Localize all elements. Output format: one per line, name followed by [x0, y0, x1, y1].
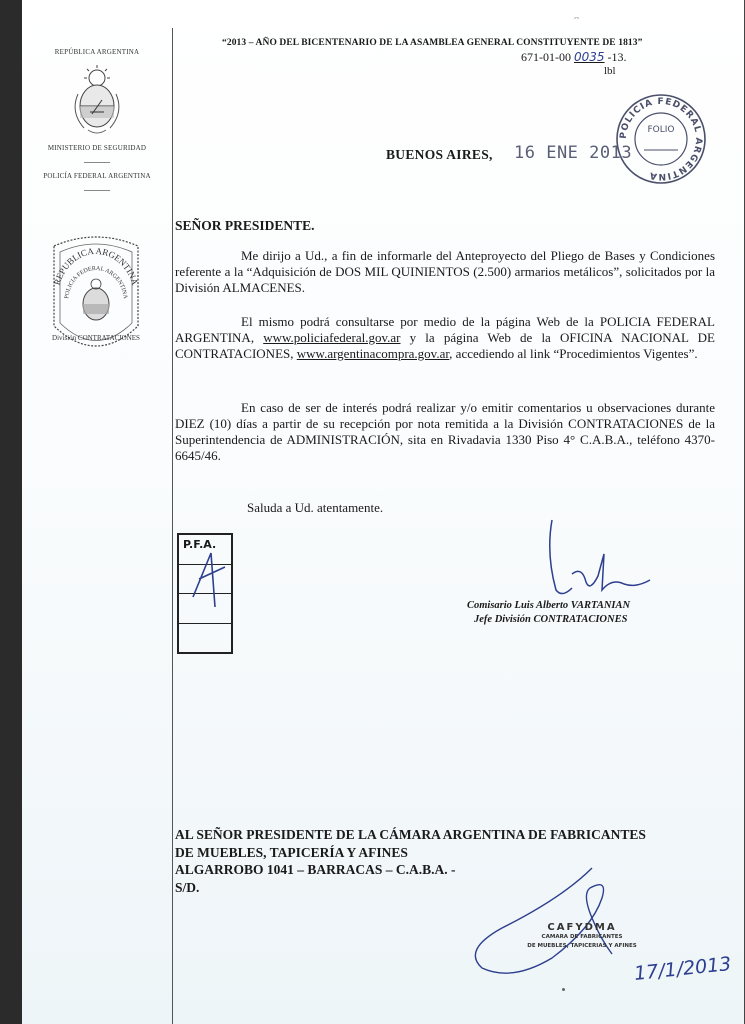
paragraph-2-part-c: , accediendo al link “Procedimientos Vigentes”. — [449, 346, 698, 361]
margin-divider — [172, 28, 173, 1024]
folio-center-text: FOLIO — [647, 125, 675, 135]
top-scribble: ᎔ — [574, 11, 579, 21]
paragraph-2 — [175, 314, 715, 362]
reference-handwritten-number: 0035 — [574, 50, 605, 64]
letterhead-police: POLICÍA FEDERAL ARGENTINA — [43, 172, 151, 180]
link-policiafederal[interactable]: www.policiafederal.gov.ar — [263, 330, 401, 345]
paragraph-2-part-b: y la página Web de la OFICINA NACIONAL DE CONTRATACIONES, — [175, 330, 715, 361]
letterhead-separator — [84, 162, 110, 163]
receipt-stamp-line-1: CAMARA DE FABRICANTES — [541, 934, 623, 940]
receipt-stamp-title: CAFYDMA — [547, 922, 617, 933]
addressee-line-3: ALGARROBO 1041 – BARRACAS – C.A.B.A. - — [175, 862, 456, 877]
letterhead-country: REPÚBLICA ARGENTINA — [54, 48, 140, 56]
signature-icon — [512, 514, 652, 606]
folio-arc-text: POLICIA FEDERAL ARGENTINA — [618, 96, 704, 182]
salutation: SEÑOR PRESIDENTE. — [175, 218, 315, 233]
paragraph-2-part-a: El mismo podrá consultarse por medio de la página Web de la POLICIA FEDERAL ARGENTINA, — [175, 314, 715, 345]
receipt-stamp-line-2: DE MUEBLES, TAPICERIAS Y AFINES — [527, 943, 637, 949]
year-motto: “2013 – AÑO DEL BICENTENARIO DE LA ASAMBLEA GENERAL CONSTITUYENTE DE 1813” — [222, 38, 643, 48]
letterhead-ministry: MINISTERIO DE SEGURIDAD — [47, 144, 147, 152]
paragraph-1: Me dirijo a Ud., a fin de informarle del Anteproyecto del Pliego de Bases y Condiciones referente a la “Adquisición de DOS MIL QUINIENTOS (2.500) armarios metálicos”, solicitados por la División ALMACENES. — [175, 248, 715, 295]
signer-name: Comisario Luis Alberto VARTANIAN — [467, 600, 631, 611]
coat-of-arms-icon — [66, 64, 128, 138]
pfa-cell — [179, 624, 231, 654]
reference-number — [521, 50, 627, 65]
paragraph-3: En caso de ser de interés podrá realizar y/o emitir comentarios u observaciones durante DIEZ (10) días a partir de su recepción por nota remitida a la División CONTRATACIONES de la Superintendencia de ADMINISTRACIÓN, sita en Rivadavia 1330 Piso 4° C.A.B.A., teléfono 4370-6645/46. — [175, 400, 715, 463]
signer-role: Jefe División CONTRATACIONES — [474, 614, 628, 625]
svg-text:POLICIA FEDERAL ARGENTINA — [619, 97, 703, 181]
addressee-line-2: DE MUEBLES, TAPICERÍA Y AFINES — [175, 844, 408, 860]
date-stamp: 16 ENE 2013 — [514, 143, 633, 163]
division-seal-icon — [44, 226, 148, 366]
reference-prefix: 671-01-00 — [521, 50, 571, 64]
handwritten-initial-icon — [189, 549, 229, 609]
pfa-label: P.F.A. — [183, 538, 217, 551]
closing-line: Saluda a Ud. atentamente. — [247, 500, 384, 515]
date-label: BUENOS AIRES, — [386, 147, 493, 162]
pfa-control-box — [177, 533, 233, 654]
addressee-line-4: S/D. — [175, 879, 200, 895]
scan-speck — [562, 988, 565, 991]
seal-arc-inner: POLICIA FEDERAL ARGENTINA — [64, 265, 128, 300]
reference-suffix: -13. — [607, 50, 627, 64]
link-argentinacompra[interactable]: www.argentinacompra.gov.ar — [296, 346, 450, 361]
letterhead-separator — [84, 190, 110, 191]
receipt-stamp — [512, 922, 652, 951]
seal-arc-top: REPUBLICA ARGENTINA — [51, 245, 141, 287]
folio-stamp-icon — [614, 92, 708, 186]
reference-initials: lbl — [604, 65, 616, 77]
addressee-line-1: AL SEÑOR PRESIDENTE DE LA CÁMARA ARGENTINA DE FABRICANTES — [175, 827, 646, 842]
document-page — [22, 0, 745, 1024]
receipt-handwritten-date: 17/1/2013 — [633, 952, 733, 986]
svg-text:REPUBLICA ARGENTINA — [52, 246, 141, 287]
seal-bottom-text: División CONTRATACIONES — [52, 334, 140, 342]
